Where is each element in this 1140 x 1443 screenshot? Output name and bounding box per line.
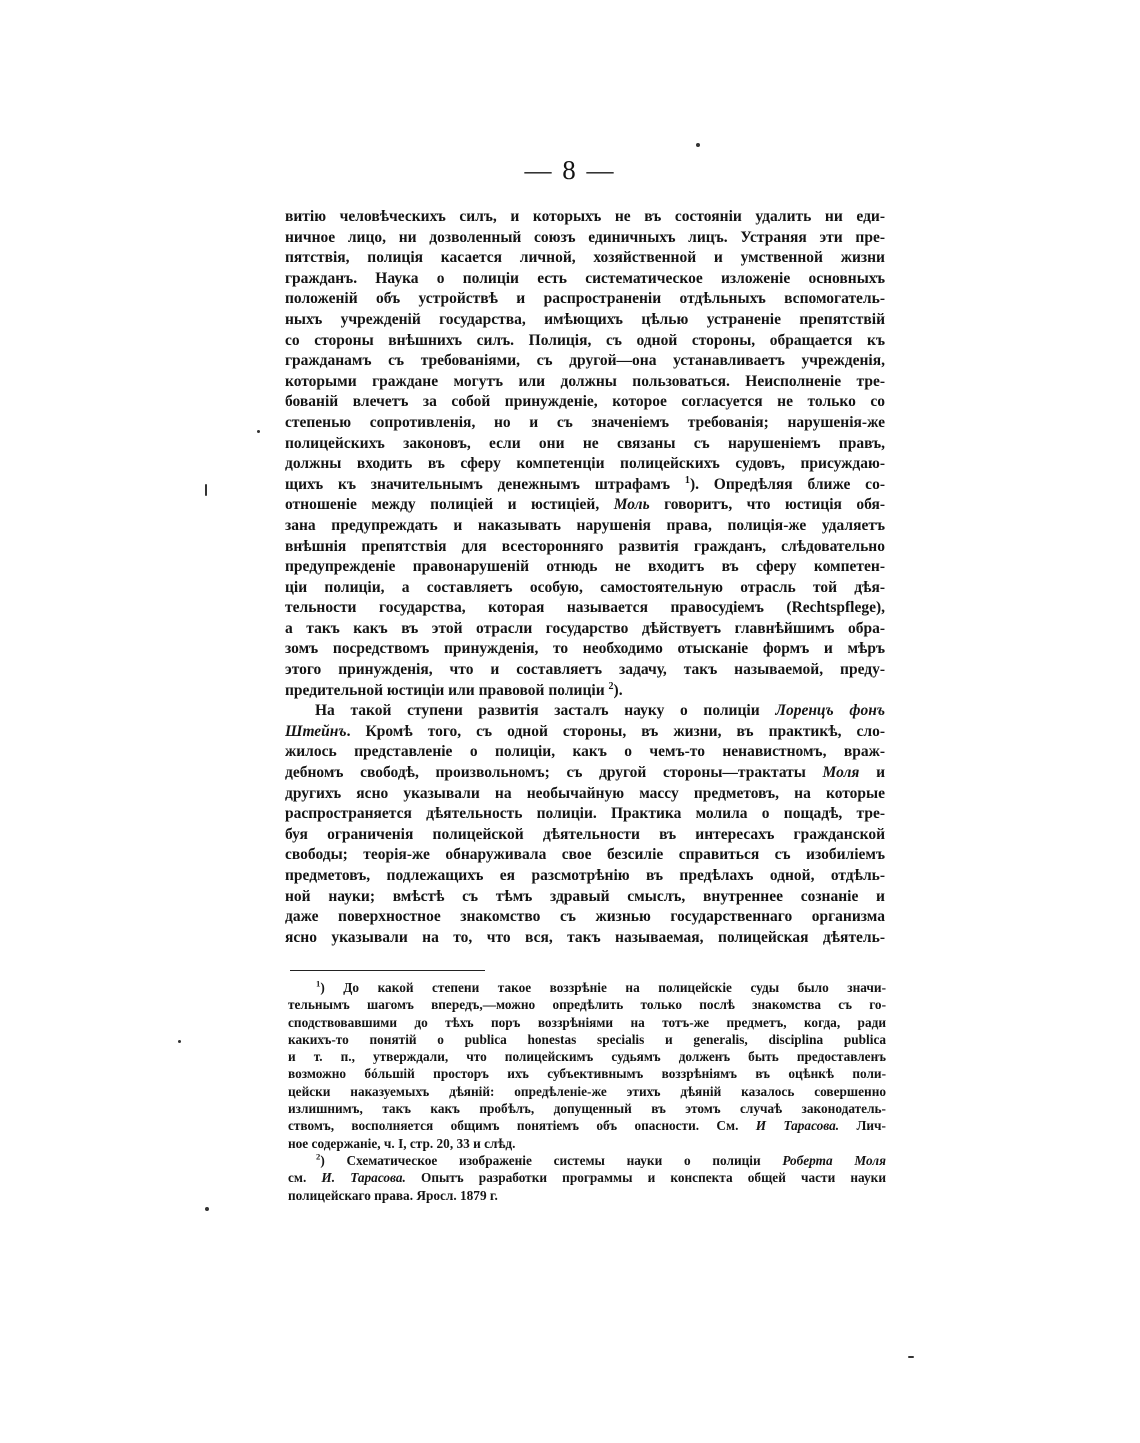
footnote-ref-2[interactable]: 2 [608, 680, 614, 692]
scan-speck [908, 1356, 914, 1358]
footnote-line: сподствовавшими до тѣхъ поръ воззрѣніями на тотъ-же предметъ, когда, ради [288, 1014, 886, 1030]
text-line: буя ограниченія полицейской дѣятельности въ интересахъ гражданской [285, 825, 885, 843]
text-line: предметовъ, подлежащихъ ея разсмотрѣнію въ предѣлахъ одной, отдѣль- [285, 867, 885, 884]
text-line: этого принужденія, что и составляетъ задачу, такъ называемой, преду- [285, 661, 885, 679]
scan-speck [205, 484, 207, 496]
text-line: зомъ посредствомъ принужденія, то необходимо отысканіе формъ и мѣръ [285, 640, 885, 658]
footnote-line: цейски наказуемыхъ дѣяній: опредѣленіе-же этихъ дѣяній казалось совершенно [288, 1083, 886, 1099]
footnote-line: см. И. Тарасова. Опытъ разработки программы и конспекта общей части науки [288, 1170, 886, 1186]
text-line: дебномъ свободѣ, произвольномъ; съ другой стороны—трактаты Моля и [285, 764, 885, 782]
citation: Роберта Моля [782, 1152, 886, 1168]
text-line: гражданъ. Наука о полиціи есть систематическое изложеніе основныхъ [285, 269, 885, 287]
footnote-ref-1[interactable]: 1 [684, 474, 690, 486]
footnote-line: и т. п., утверждали, что полицейскимъ судьямъ долженъ быть предоставленъ [288, 1049, 886, 1065]
scan-speck [257, 430, 260, 433]
footnote-line: тельнымъ шагомъ впередъ,—можно опредѣлить только послѣ знакомства съ го- [288, 997, 886, 1013]
text-line: положеній объ устройствѣ и распространеніи отдѣльныхъ вспомогатель- [285, 290, 885, 308]
text-line: ной науки; вмѣстѣ съ тѣмъ здравый смыслъ, внутреннее сознаніе и [285, 887, 885, 905]
citation: И. Тарасова. [321, 1170, 406, 1186]
text-line: ціи полиціи, а составляетъ особую, самостоятельную отрасль той дѣя- [285, 578, 885, 596]
footnote-1-mark: 1 [316, 979, 321, 989]
text-line: распространяется дѣятельность полиціи. Практика молила о пощадѣ, тре- [285, 805, 885, 823]
main-text [285, 207, 885, 948]
text-line: щихъ къ значительнымъ денежнымъ штрафамъ $^1$). Опредѣляя ближе со- [285, 474, 885, 493]
footnote-line: возможно бóльшій просторъ ихъ субъективнымъ воззрѣніямъ въ оцѣнкѣ поли- [288, 1066, 886, 1082]
scan-speck [178, 1040, 181, 1043]
text-line: которыми граждане могутъ или должны пользоваться. Неисполненіе тре- [285, 372, 885, 390]
text-line: другихъ ясно указывали на необычайную массу предметовъ, на которые [285, 784, 885, 802]
text-line: жилось представленіе о полиціи, какъ о чемъ-то ненавистномъ, враж- [285, 743, 885, 761]
text-line: ныхъ учрежденій государства, имѣющихъ цѣлью устраненіе препятствій [285, 310, 885, 328]
text-line: ясно указывали на то, что вся, такъ называемая, полицейская дѣятель- [285, 928, 885, 946]
text-line: гражданамъ съ требованіями, съ другой—она устанавливаетъ учрежденія, [285, 352, 885, 370]
scan-speck [696, 143, 700, 147]
scan-speck [205, 1207, 209, 1211]
footnote-line: ное содержаніе, ч. I, стр. 20, 33 и слѣд. [288, 1135, 516, 1151]
author-name: Моль [613, 496, 650, 514]
text-line: а такъ какъ въ этой отрасли государство дѣйствуетъ главнѣйшимъ обра- [285, 619, 885, 637]
text-line: бованій влечетъ за собой принужденіе, которое согласуется не только со [285, 393, 885, 411]
text-line: тельности государства, которая называется правосудіемъ (Rechtspflege), [285, 599, 885, 617]
footnote-2: $^2$) Схематическое изображеніе системы науки о полиціи Роберта Моля [316, 1151, 886, 1168]
footnotes [288, 979, 886, 1204]
page-number: — 8 — [524, 155, 616, 185]
footnote-line: излишнимъ, такъ какъ пробѣлъ, допущенный въ этомъ случаѣ законодатель- [288, 1101, 886, 1117]
text-line: даже поверхностное знакомство съ жизнью государственнаго организма [285, 908, 885, 926]
text-line: предупрежденіе правонарушеній отнюдь не входитъ въ сферу компетен- [285, 558, 885, 576]
text-line: полицейскихъ законовъ, если они не связаны съ нарушеніемъ правъ, [285, 434, 885, 452]
text-line: внѣшнія препятствія для всесторонняго развитія гражданъ, слѣдовательно [285, 537, 885, 555]
footnote-2-mark: 2 [316, 1151, 321, 1162]
citation: И Тарасова. [755, 1118, 840, 1134]
footnote-line: какихъ-то понятій о publica honestas specialis и generalis, disciplina publica [288, 1031, 886, 1047]
paragraph-start: На такой ступени развитія засталъ науку о полиціи Лоренцъ фонъ [315, 702, 885, 720]
footnote-1: $^1$) До какой степени такое воззрѣніе на полицейскіе суды было значи- [316, 979, 886, 995]
text-line: Штейнъ. Кромѣ того, съ одной стороны, въ жизни, въ практикѣ, сло- [285, 722, 885, 740]
author-name: Моля [822, 764, 860, 782]
text-line: степенью сопротивленія, но и съ значеніемъ требованія; нарушенія-же [285, 413, 885, 431]
text-line: должны входить въ сферу компетенціи полицейскихъ судовъ, присуждаю- [285, 455, 885, 473]
text-line: зана предупреждать и наказывать нарушенія права, полиція-же удаляетъ [285, 516, 885, 534]
text-line: свободы; теорія-же обнаруживала свое безсиліе справиться съ изобиліемъ [285, 846, 885, 864]
footnote-line: полицейскаго права. Яросл. 1879 г. [288, 1187, 498, 1203]
text-line: витію человѣческихъ силъ, и которыхъ не въ состояніи удалить ни еди- [285, 208, 885, 225]
author-name: Штейнъ [285, 722, 347, 740]
author-name: Лоренцъ фонъ [775, 702, 885, 720]
text-line: предительной юстиціи или правовой полиціи $^2$). [285, 680, 623, 699]
footnote-divider [290, 970, 485, 971]
text-line: пятствія, полиція касается личной, хозяйственной и умственной жизни [285, 249, 885, 267]
text-line: отношеніе между полиціей и юстиціей, Моль говоритъ, что юстиція обя- [285, 496, 885, 514]
text-line: со стороны внѣшнихъ силъ. Полиція, съ одной стороны, обращается къ [285, 331, 885, 349]
text-line: ничное лицо, ни дозволенный союзъ единичныхъ лицъ. Устраняя эти пре- [285, 228, 885, 246]
footnote-line: ствомъ, восполняется общимъ понятіемъ объ опасности. См. И Тарасова. Лич- [288, 1118, 886, 1134]
